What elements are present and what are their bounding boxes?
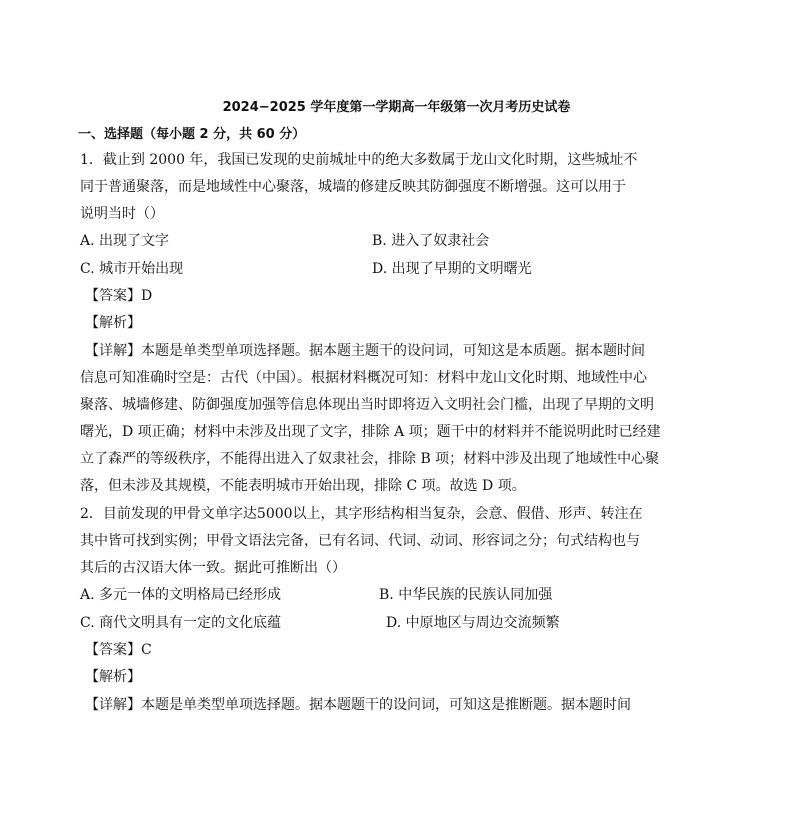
q2-stem-line-1: 2．目前发现的甲骨文单字达5000以上，其字形结构相当复杂，会意、假借、形声、转注在 <box>80 506 643 522</box>
q1-detail-line-2: 信息可知准确时空是：古代（中国）。根据材料概况可知：材料中龙山文化时期、地域性中心 <box>80 370 647 386</box>
q1-detail-line-1: 【详解】本题是单类型单项选择题。据本题主题干的设问词，可知这是本质题。据本题时间 <box>85 343 645 359</box>
q1-option-d: D. 出现了早期的文明曙光 <box>372 261 532 277</box>
q1-detail-line-5: 立了森严的等级秩序，不能得出进入了奴隶社会，排除 B 项；材料中涉及出现了地域性中心聚 <box>80 451 660 467</box>
q2-option-a: A. 多元一体的文明格局已经形成 <box>80 587 282 603</box>
q1-option-a: A. 出现了文字 <box>80 233 170 249</box>
q1-stem-line-1: 1．截止到 2000 年，我国已发现的史前城址中的绝大多数属于龙山文化时期，这些城址不 <box>80 152 638 168</box>
q1-analysis-label: 【解析】 <box>85 315 141 331</box>
q2-answer: 【答案】C <box>85 642 152 658</box>
q1-detail-line-6: 落，但未涉及其规模，不能表明城市开始出现，排除 C 项。故选 D 项。 <box>80 478 526 494</box>
q1-detail-line-4: 曙光，D 项正确；材料中未涉及出现了文字，排除 A 项；题干中的材料并不能说明此时已经建 <box>80 424 661 440</box>
q1-option-b: B. 进入了奴隶社会 <box>372 233 490 249</box>
q2-stem-line-3: 其后的古汉语大体一致。据此可推断出（） <box>80 560 346 576</box>
exam-title: 2024−2025 学年度第一学期高一年级第一次月考历史试卷 <box>222 100 571 115</box>
q2-stem-line-2: 其中皆可找到实例；甲骨文语法完备，已有名词、代词、动词、形容词之分；句式结构也与 <box>80 533 640 549</box>
q1-stem-line-3: 说明当时（） <box>80 206 164 222</box>
q2-option-c: C. 商代文明具有一定的文化底蕴 <box>80 615 282 631</box>
section-heading: 一、选择题（每小题 2 分，共 60 分） <box>78 127 306 142</box>
q2-detail-line-1: 【详解】本题是单类型单项选择题。据本题题干的设问词，可知这是推断题。据本题时间 <box>85 697 631 713</box>
q1-option-c: C. 城市开始出现 <box>80 261 184 277</box>
q2-option-b: B. 中华民族的民族认同加强 <box>379 587 553 603</box>
q1-answer: 【答案】D <box>85 288 153 304</box>
q1-detail-line-3: 聚落、城墙修建、防御强度加强等信息体现出当时即将迈入文明社会门槛，出现了早期的文明 <box>80 397 654 413</box>
q1-stem-line-2: 同于普通聚落，而是地域性中心聚落，城墙的修建反映其防御强度不断增强。这可以用于 <box>80 179 626 195</box>
q2-analysis-label: 【解析】 <box>85 669 141 685</box>
q2-option-d: D. 中原地区与周边交流频繁 <box>386 615 560 631</box>
